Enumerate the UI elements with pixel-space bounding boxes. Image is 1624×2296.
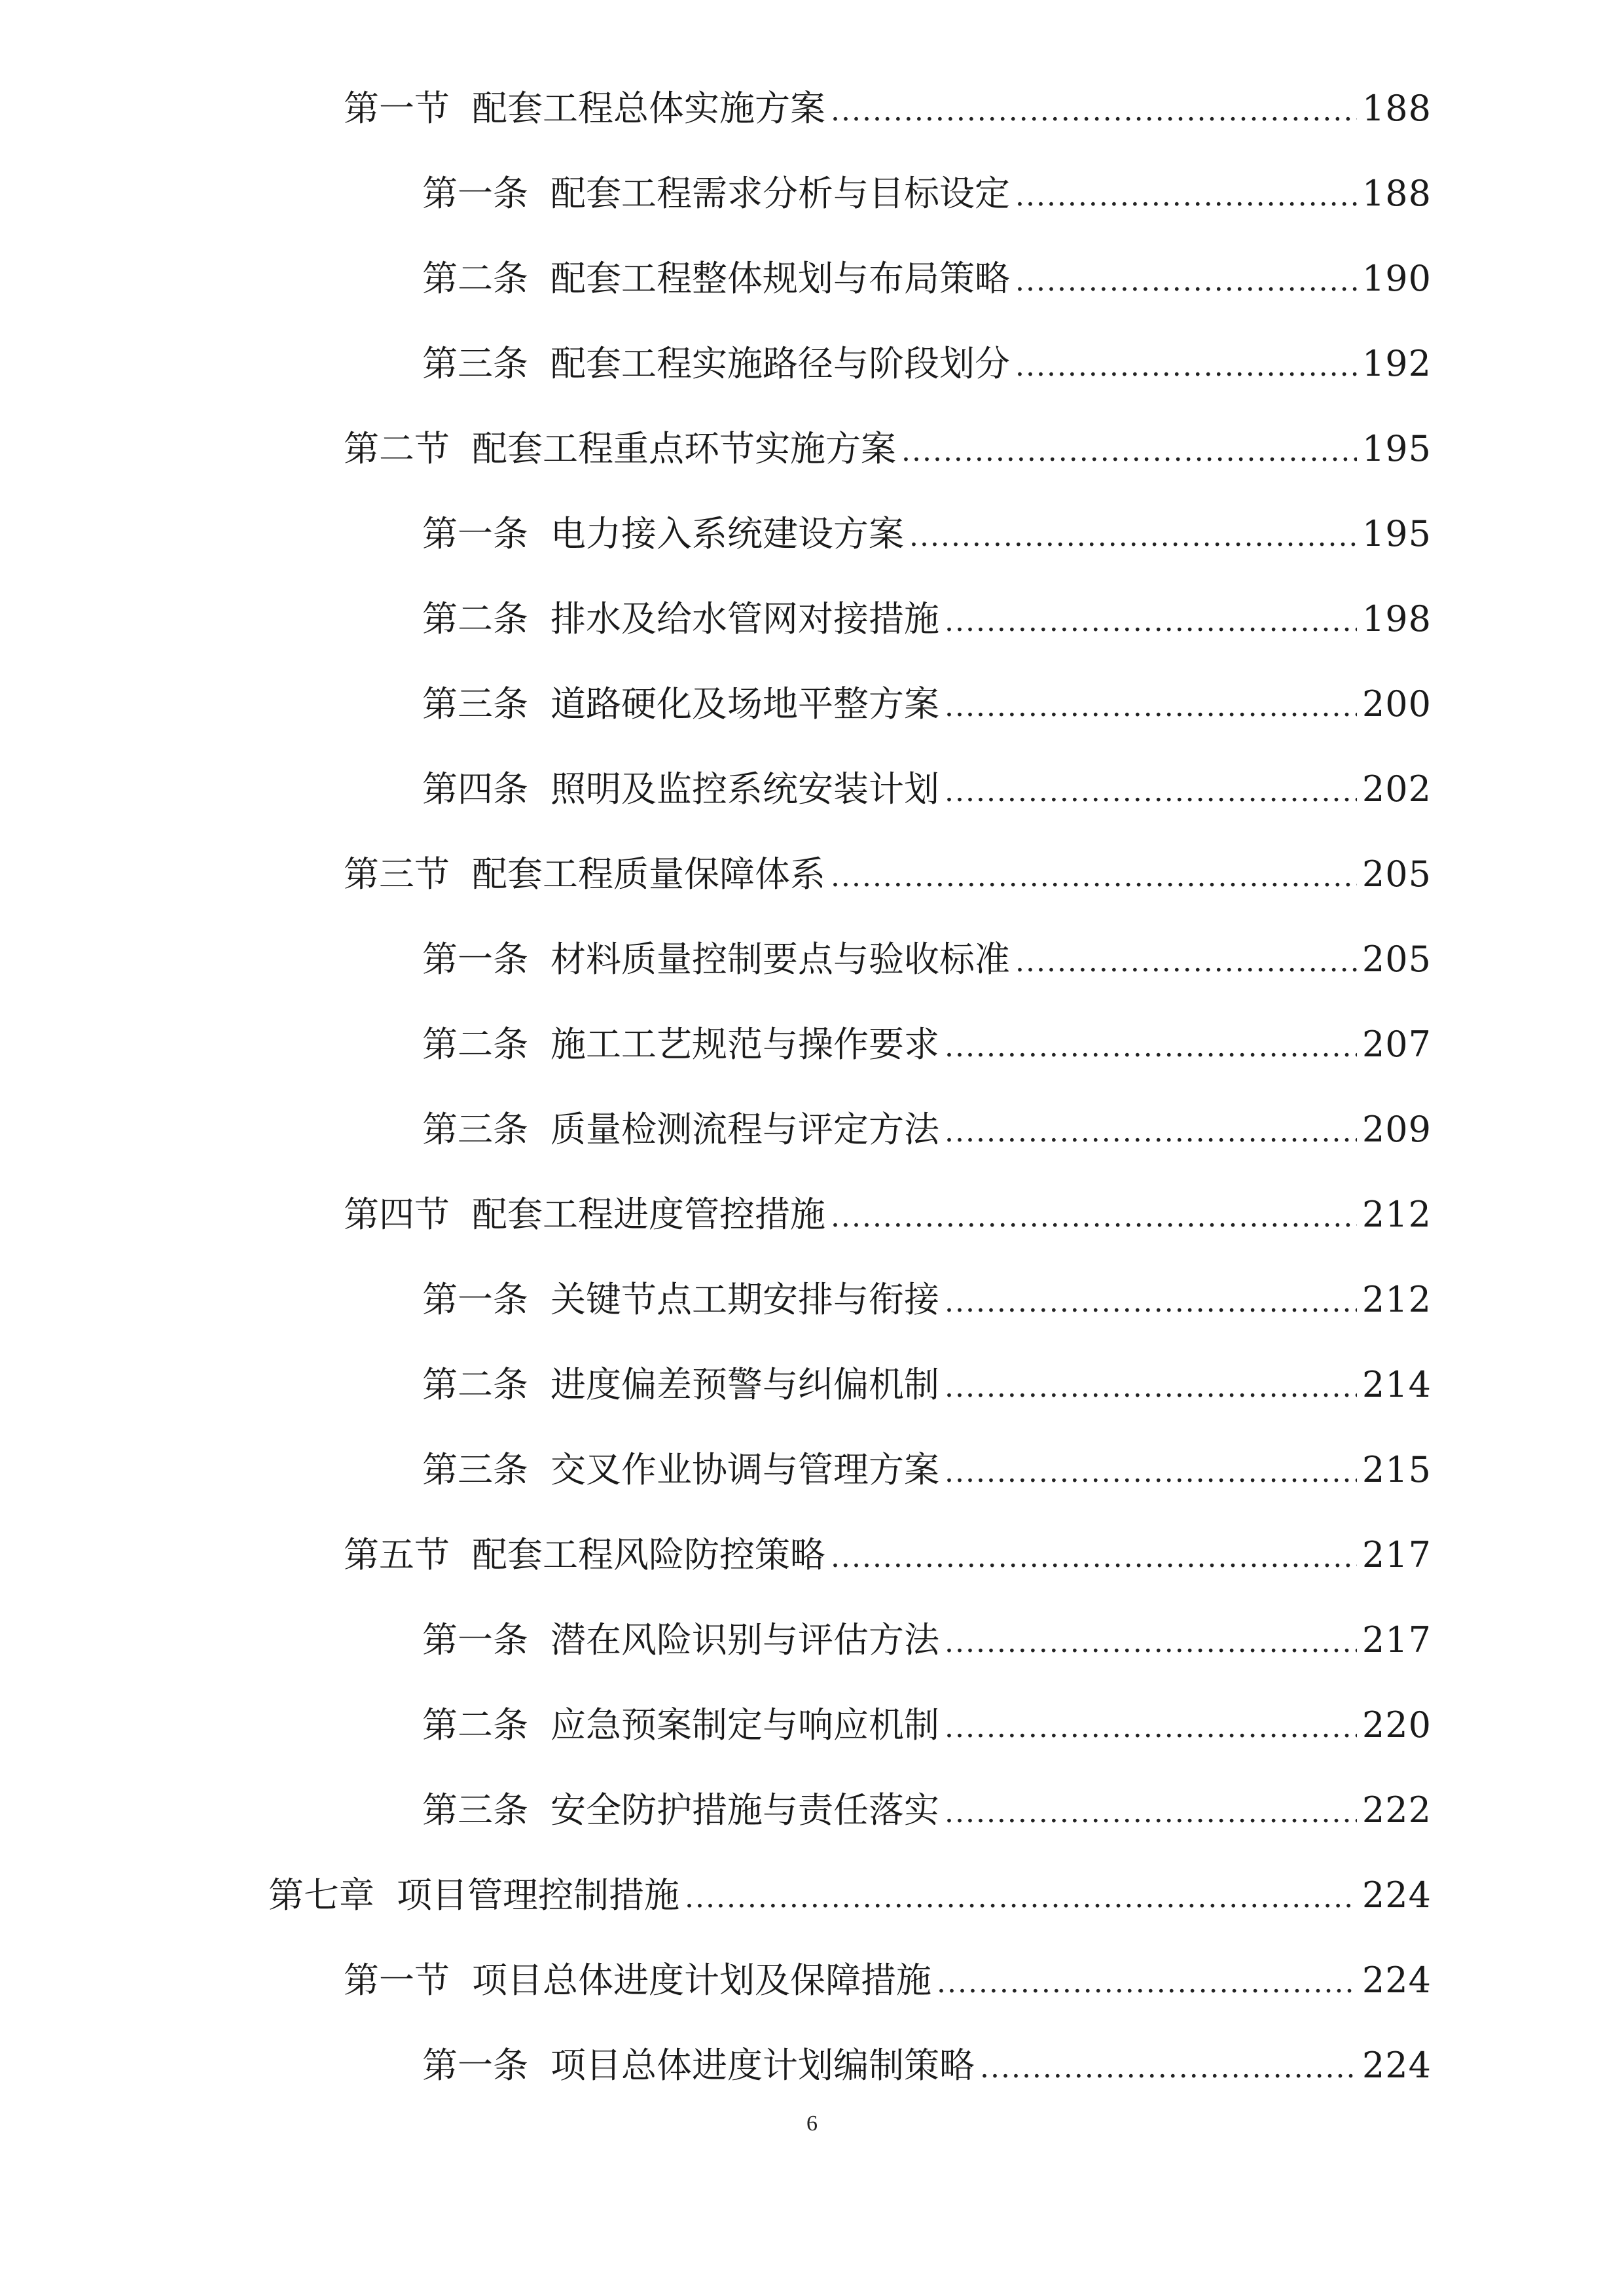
toc-entry-label: 第一条: [422, 939, 528, 980]
toc-entry-title: 应急预案制定与响应机制: [550, 1704, 939, 1746]
toc-entry-title: 排水及给水管网对接措施: [550, 598, 939, 639]
toc-entry[interactable]: [422, 1100, 1432, 1160]
toc-entry-title: 电力接入系统建设方案: [550, 513, 904, 554]
toc-entry-page: 220: [1362, 1704, 1432, 1746]
toc-entry[interactable]: [422, 334, 1432, 394]
toc-entry-label: 第一条: [422, 2045, 528, 2086]
toc-entry-title: 交叉作业协调与管理方案: [550, 1449, 939, 1490]
toc-entry-title: 安全防护措施与责任落实: [550, 1789, 939, 1831]
toc-entry-title: 施工工艺规范与操作要求: [550, 1024, 939, 1065]
page-number: 6: [806, 2111, 818, 2136]
dot-leader: [1015, 251, 1357, 312]
toc-entry-title: 配套工程重点环节实施方案: [472, 428, 896, 469]
toc-entry-page: 212: [1362, 1279, 1432, 1320]
toc-entry-label: 第七章: [268, 1874, 374, 1916]
toc-entry[interactable]: [422, 1355, 1432, 1415]
toc-entry-title: 材料质量控制要点与验收标准: [550, 939, 1010, 980]
toc-entry[interactable]: [344, 844, 1432, 905]
toc-entry-label: 第四条: [422, 768, 528, 810]
dot-leader: [945, 1102, 1357, 1162]
toc-entry-page: 212: [1362, 1194, 1432, 1235]
toc-entry-title: 配套工程风险防控策略: [472, 1534, 825, 1575]
toc-entry-title: 配套工程需求分析与目标设定: [550, 173, 1010, 214]
toc-entry[interactable]: [422, 1610, 1432, 1670]
toc-entry-page: 188: [1362, 88, 1432, 129]
toc-entry[interactable]: [344, 79, 1432, 139]
toc-entry-title: 项目总体进度计划及保障措施: [472, 1960, 931, 2001]
dot-leader: [831, 81, 1357, 141]
toc-entry-label: 第一条: [422, 513, 528, 554]
toc-entry-title: 道路硬化及场地平整方案: [550, 683, 939, 725]
toc-entry[interactable]: [422, 1780, 1432, 1840]
toc-entry-label: 第五节: [344, 1534, 450, 1575]
toc-entry-title: 项目总体进度计划编制策略: [550, 2045, 975, 2086]
toc-entry-label: 第二条: [422, 258, 528, 299]
dot-leader: [909, 507, 1357, 567]
toc-entry-title: 配套工程质量保障体系: [472, 853, 825, 895]
toc-entry-page: 200: [1362, 683, 1432, 725]
dot-leader: [685, 1868, 1357, 1928]
dot-leader: [1015, 336, 1357, 397]
toc-entry[interactable]: [344, 1525, 1432, 1585]
toc-entry-label: 第三条: [422, 343, 528, 384]
toc-entry[interactable]: [422, 1270, 1432, 1330]
toc-entry-title: 配套工程总体实施方案: [472, 88, 825, 129]
toc-entry-page: 222: [1362, 1789, 1432, 1831]
toc-entry[interactable]: [422, 249, 1432, 309]
toc-entry-label: 第三条: [422, 1449, 528, 1490]
toc-entry[interactable]: [422, 164, 1432, 224]
toc-entry-title: 进度偏差预警与纠偏机制: [550, 1364, 939, 1405]
toc-entry-label: 第三节: [344, 853, 450, 895]
toc-entry-page: 217: [1362, 1534, 1432, 1575]
dot-leader: [945, 1613, 1357, 1673]
dot-leader: [945, 1783, 1357, 1843]
toc-entry-label: 第一节: [344, 88, 450, 129]
toc-entry-page: 198: [1362, 598, 1432, 639]
toc-entry[interactable]: [422, 674, 1432, 734]
dot-leader: [945, 1698, 1357, 1758]
dot-leader: [1015, 932, 1357, 992]
dot-leader: [945, 762, 1357, 822]
toc-entry-title: 照明及监控系统安装计划: [550, 768, 939, 810]
toc-entry-page: 205: [1362, 853, 1432, 895]
toc-entry-page: 215: [1362, 1449, 1432, 1490]
dot-leader: [945, 592, 1357, 652]
toc-entry-label: 第三条: [422, 1789, 528, 1831]
toc-entry-label: 第四节: [344, 1194, 450, 1235]
toc-entry-page: 188: [1362, 173, 1432, 214]
toc-entry[interactable]: [422, 1440, 1432, 1500]
toc-entry-page: 202: [1362, 768, 1432, 810]
toc-entry-label: 第三条: [422, 683, 528, 725]
toc-entry-page: 224: [1362, 1960, 1432, 2001]
toc-entry-label: 第二条: [422, 598, 528, 639]
toc-entry-page: 195: [1362, 513, 1432, 554]
toc-entry-title: 配套工程实施路径与阶段划分: [550, 343, 1010, 384]
toc-entry-label: 第二条: [422, 1364, 528, 1405]
toc-entry-title: 关键节点工期安排与衔接: [550, 1279, 939, 1320]
toc-entry-label: 第三条: [422, 1109, 528, 1150]
toc-entry-page: 224: [1362, 2045, 1432, 2086]
dot-leader: [945, 1443, 1357, 1503]
toc-entry-title: 配套工程进度管控措施: [472, 1194, 825, 1235]
toc-entry[interactable]: [344, 1950, 1432, 2011]
toc-entry-page: 224: [1362, 1874, 1432, 1916]
toc-entry-page: 192: [1362, 343, 1432, 384]
toc-entry[interactable]: [344, 419, 1432, 479]
dot-leader: [980, 2038, 1357, 2098]
toc-entry[interactable]: [422, 589, 1432, 649]
dot-leader: [901, 422, 1357, 482]
toc-entry-page: 209: [1362, 1109, 1432, 1150]
toc-entry-label: 第一条: [422, 1279, 528, 1320]
dot-leader: [945, 1272, 1357, 1333]
toc-entry-label: 第二条: [422, 1704, 528, 1746]
toc-entry-title: 潜在风险识别与评估方法: [550, 1619, 939, 1660]
toc-entry-page: 214: [1362, 1364, 1432, 1405]
dot-leader: [945, 677, 1357, 737]
toc-entry-label: 第一条: [422, 1619, 528, 1660]
toc-entry[interactable]: [422, 1014, 1432, 1075]
dot-leader: [831, 1528, 1357, 1588]
dot-leader: [937, 1953, 1357, 2013]
dot-leader: [945, 1357, 1357, 1418]
dot-leader: [831, 1187, 1357, 1247]
toc-entry-page: 217: [1362, 1619, 1432, 1660]
toc-entry[interactable]: [422, 1695, 1432, 1755]
toc-entry[interactable]: [422, 759, 1432, 819]
toc-entry[interactable]: [344, 1185, 1432, 1245]
toc-entry[interactable]: [268, 1865, 1432, 1926]
dot-leader: [945, 1017, 1357, 1077]
toc-entry-page: 205: [1362, 939, 1432, 980]
toc-entry-label: 第二节: [344, 428, 450, 469]
toc-entry[interactable]: [422, 504, 1432, 564]
toc-entry-label: 第二条: [422, 1024, 528, 1065]
toc-entry-label: 第一节: [344, 1960, 450, 2001]
toc-entry[interactable]: [422, 2036, 1432, 2096]
toc-entry-page: 207: [1362, 1024, 1432, 1065]
toc-entry-page: 195: [1362, 428, 1432, 469]
dot-leader: [831, 847, 1357, 907]
toc-entry-title: 配套工程整体规划与布局策略: [550, 258, 1010, 299]
toc-entry[interactable]: [422, 929, 1432, 990]
toc-entry-title: 项目管理控制措施: [397, 1874, 679, 1916]
dot-leader: [1015, 166, 1357, 226]
toc-entry-label: 第一条: [422, 173, 528, 214]
toc-entry-title: 质量检测流程与评定方法: [550, 1109, 939, 1150]
toc-entry-page: 190: [1362, 258, 1432, 299]
